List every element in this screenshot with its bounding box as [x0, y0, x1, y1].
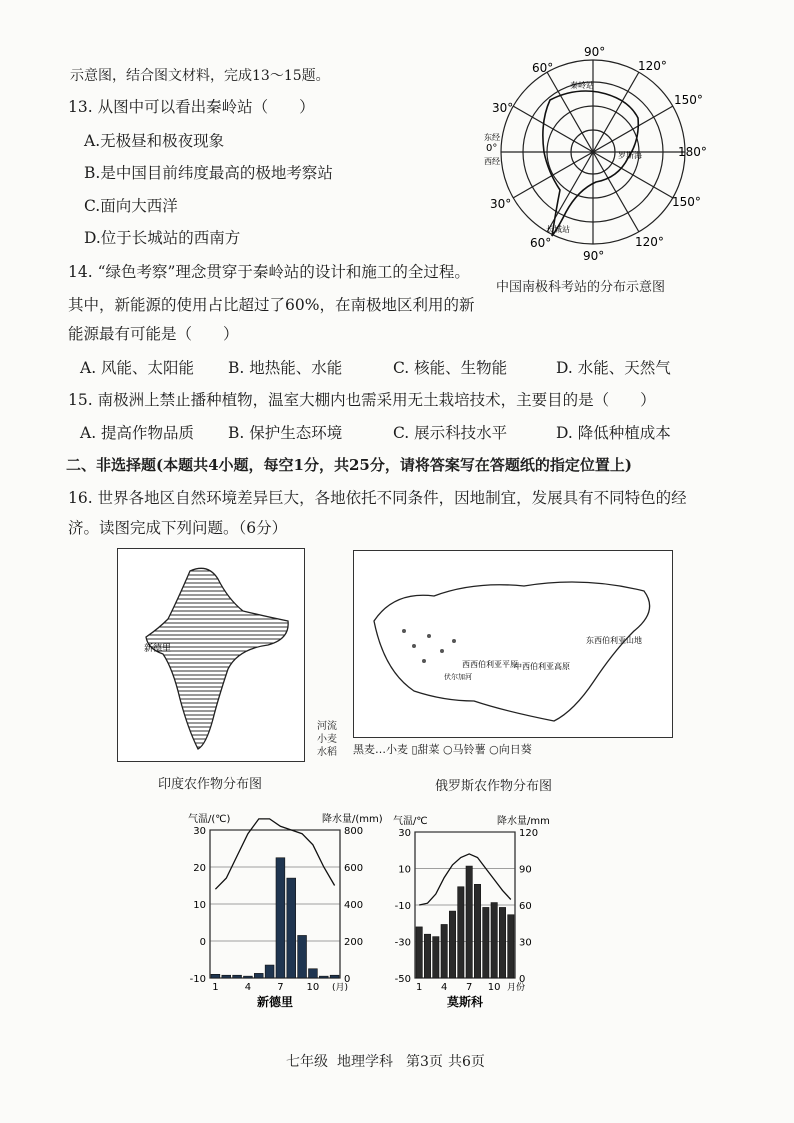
precip-bar-1-4: [441, 924, 447, 978]
precip-bar-1-11: [499, 907, 505, 978]
month-tick-0-1: 4: [244, 982, 252, 993]
station-luosi: 罗斯海: [618, 151, 642, 160]
zero-label: 0°: [486, 143, 498, 154]
precip-bar-1-5: [449, 911, 455, 978]
q15-option-c: C. 展示科技水平: [393, 424, 508, 442]
india-outline: [146, 568, 288, 749]
precip-tick-1-0: 120: [519, 828, 539, 839]
q14-option-d: D. 水能、天然气: [556, 359, 671, 377]
precip-tick-1-4: 0: [519, 974, 526, 985]
temp-tick-0-0: 30: [193, 826, 206, 837]
q13-stem: 13. 从图中可以看出秦岭站（ ）: [68, 98, 315, 116]
precip-bar-1-12: [508, 915, 514, 978]
temp-tick-0-2: 10: [193, 900, 206, 911]
month-tick-0-0: 1: [212, 982, 219, 993]
russia-map-legend: 黑麦…小麦 ▯甜菜 ○马铃薯 ○向日葵: [353, 743, 532, 756]
station-changcheng: 长城站: [546, 225, 570, 234]
month-tick-0-3: 10: [306, 982, 320, 993]
footer-grade: 七年级: [286, 1054, 328, 1070]
label-siberia-central: 中西伯利亚高原: [514, 662, 570, 671]
precip-axis-label-1: 降水量/mm: [497, 816, 550, 827]
temp-tick-0-1: 20: [193, 863, 206, 874]
precip-bar-0-5: [254, 973, 263, 978]
temp-tick-1-2: -10: [394, 901, 411, 912]
month-tick-1-1: 4: [440, 982, 448, 993]
q14-option-b: B. 地热能、水能: [228, 359, 343, 377]
temp-axis-label-1: 气温/℃: [393, 816, 428, 827]
lon-120-bottom: 120°: [635, 235, 664, 249]
precip-bar-1-3: [433, 937, 439, 978]
intro-text: 示意图，结合图文材料，完成13～15题。: [70, 68, 330, 84]
precip-bar-0-10: [309, 969, 318, 978]
precip-bar-0-6: [265, 965, 274, 978]
footer-total: 共6页: [448, 1054, 485, 1070]
temp-tick-1-3: -30: [394, 937, 411, 949]
polar-map-caption: 中国南极科考站的分布示意图: [496, 280, 666, 295]
month-unit-0: (月): [332, 983, 349, 993]
precip-bar-1-10: [491, 903, 497, 978]
precip-bar-0-4: [244, 976, 253, 978]
precip-bar-0-9: [298, 935, 307, 978]
station-qinling: 秦岭站: [570, 81, 594, 90]
temp-tick-1-0: 30: [398, 828, 411, 839]
precip-tick-1-1: 90: [519, 864, 532, 876]
q14-line3: 能源最有可能是（ ）: [68, 325, 239, 343]
precip-tick-0-3: 200: [344, 937, 364, 948]
precip-bar-0-8: [287, 878, 296, 978]
lon-180: 180°: [678, 145, 707, 159]
label-siberia-west: 西西伯利亚平原: [462, 660, 518, 669]
precip-bar-1-1: [416, 927, 422, 978]
precip-bar-1-7: [466, 866, 472, 978]
q13-option-b: B.是中国目前纬度最高的极地考察站: [84, 164, 333, 182]
temp-line-1: [419, 854, 511, 905]
temp-tick-0-3: 0: [199, 937, 206, 948]
precip-tick-0-0: 800: [344, 826, 364, 837]
q13-option-d: D.位于长城站的西南方: [84, 229, 241, 247]
month-tick-1-2: 7: [465, 982, 473, 993]
q14-option-c: C. 核能、生物能: [393, 359, 508, 377]
city-name-0: 新德里: [256, 995, 294, 1009]
label-siberia-east: 东西伯利亚山地: [586, 636, 642, 645]
lon-90-top: 90°: [584, 45, 606, 59]
temp-tick-1-1: 10: [398, 864, 411, 876]
q14-line1: 14. “绿色考察”理念贯穿于秦岭站的设计和施工的全过程。: [68, 263, 470, 281]
russia-map: [354, 551, 672, 737]
precip-tick-1-2: 60: [519, 901, 532, 912]
india-legend-river: 河流: [317, 721, 337, 732]
precip-bar-0-1: [211, 974, 220, 978]
precip-tick-0-4: 0: [344, 974, 351, 985]
q15-stem: 15. 南极洲上禁止播种植物，温室大棚内也需采用无土栽培技术，主要目的是（ ）: [68, 391, 656, 409]
newdelhi-label: 新德里: [144, 644, 172, 654]
west-label: 西经: [484, 157, 500, 166]
q16-line2: 济。读图完成下列问题。（6分）: [68, 519, 288, 537]
eurasia-outline: [374, 582, 650, 721]
label-volga: 伏尔加河: [444, 673, 472, 681]
india-map: [118, 549, 304, 761]
precip-bar-0-11: [319, 976, 328, 978]
precip-bar-0-3: [233, 975, 242, 978]
lon-90-bottom: 90°: [583, 249, 605, 263]
precip-bar-0-7: [276, 858, 285, 978]
russia-map-caption: 俄罗斯农作物分布图: [435, 779, 553, 794]
precip-axis-label-0: 降水量/(mm): [322, 814, 383, 825]
q13-option-a: A.无极昼和极夜现象: [84, 132, 225, 150]
temp-tick-0-4: -10: [189, 974, 206, 985]
q13-option-c: C.面向大西洋: [84, 197, 178, 215]
q15-option-b: B. 保护生态环境: [228, 424, 343, 442]
q14-option-a: A. 风能、太阳能: [80, 359, 195, 377]
q14-line2: 其中，新能源的使用占比超过了60%，在南极地区利用的新: [68, 296, 475, 314]
lon-30-left: 30°: [492, 101, 514, 115]
precip-bar-1-8: [474, 884, 480, 978]
lon-60-top: 60°: [532, 61, 554, 75]
east-label: 东经: [484, 133, 500, 142]
lon-120-top: 120°: [638, 59, 667, 73]
precip-bar-1-9: [483, 907, 489, 978]
lon-30-left-b: 30°: [490, 197, 512, 211]
footer-subject: 地理学科: [337, 1054, 393, 1070]
q15-option-a: A. 提高作物品质: [80, 424, 195, 442]
precip-tick-0-2: 400: [344, 900, 364, 911]
lon-150-right: 150°: [674, 93, 703, 107]
month-tick-1-3: 10: [487, 982, 501, 993]
precip-bar-0-12: [330, 975, 339, 978]
india-legend-rice: 水稻: [317, 747, 337, 758]
q15-option-d: D. 降低种植成本: [556, 424, 671, 442]
footer-page: 第3页: [406, 1054, 443, 1070]
antarctic-polar-map: [478, 40, 708, 270]
temp-tick-1-4: -50: [394, 974, 411, 985]
section-2-heading: 二、非选择题(本题共4小题，每空1分，共25分，请将答案写在答题纸的指定位置上): [66, 456, 632, 474]
precip-bar-1-2: [424, 934, 430, 978]
month-tick-0-2: 7: [277, 982, 284, 993]
month-unit-1: 月份: [507, 983, 526, 993]
lon-60-bottom: 60°: [530, 236, 552, 250]
city-name-1: 莫斯科: [446, 995, 484, 1009]
precip-tick-0-1: 600: [344, 863, 364, 874]
india-legend-wheat: 小麦: [317, 734, 337, 745]
india-map-caption: 印度农作物分布图: [158, 777, 263, 792]
precip-bar-0-2: [222, 975, 231, 978]
precip-tick-1-3: 30: [519, 937, 532, 949]
climate-charts: [180, 808, 560, 1018]
month-tick-1-0: 1: [415, 982, 423, 993]
q16-line1: 16. 世界各地区自然环境差异巨大，各地依托不同条件，因地制宜，发展具有不同特色的经: [68, 489, 687, 507]
temp-axis-label-0: 气温/(℃): [188, 814, 231, 825]
lon-150-right-b: 150°: [672, 195, 701, 209]
precip-bar-1-6: [458, 887, 464, 978]
